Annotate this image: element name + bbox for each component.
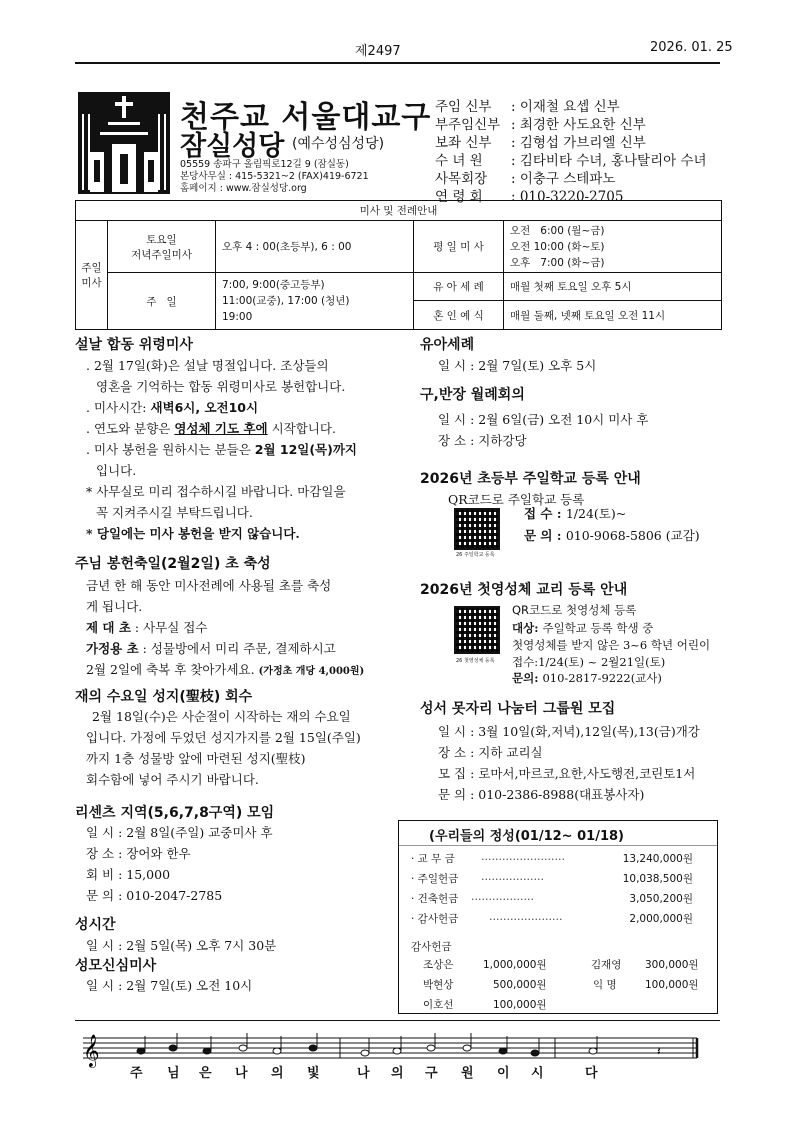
text-line: 입니다. 가정에 두었던 성지가지를 2월 15일(주일) <box>86 730 361 745</box>
lyric-syllable: 님 <box>167 1066 182 1081</box>
text-line: 가정용 초 : 성물방에서 미리 주문, 결제하시고 <box>86 641 336 656</box>
text-line: 2월 18일(수)은 사순절이 시작하는 재의 수요일 <box>92 709 351 724</box>
svg-text:𝄞: 𝄞 <box>83 1034 100 1067</box>
text-line: 일 시 : 2월 6일(금) 오전 10시 미사 후 <box>438 412 649 427</box>
sunday-mass-label: 주일 미사 <box>76 221 108 329</box>
weekday-mass-label: 평 일 미 사 <box>414 221 504 273</box>
staff-row: 보좌 신부 : 김형섭 가브리엘 신부 <box>435 135 646 151</box>
text-line: 입니다. <box>96 463 137 478</box>
text-line: 영혼을 기억하는 합동 위령미사로 봉헌합니다. <box>96 379 346 394</box>
qr-code-icon[interactable] <box>454 508 500 550</box>
text-line: 일 시 : 2월 7일(토) 오전 10시 <box>86 978 253 993</box>
infant-baptism-value: 매월 첫째 토요일 오후 5시 <box>504 273 721 301</box>
marian-mass-title: 성모신심미사 <box>75 958 157 974</box>
lyric-syllable: 이 <box>497 1066 512 1081</box>
offering-amount: 2,000,000원 <box>629 913 693 925</box>
text-line: . 미사 봉헌을 원하시는 분들은 2월 12일(목)까지 <box>86 442 357 457</box>
bible-group-title: 성서 못자리 나눔터 그룹원 모집 <box>420 701 616 717</box>
text-line: 일 시 : 3월 10일(화,저녁),12일(목),13(금)개강 <box>438 724 700 739</box>
offering-dots: ……………… <box>481 871 544 883</box>
sunday-time-line: 19:00 <box>222 311 253 323</box>
text-line: 일 시 : 2월 8일(주일) 교중미사 후 <box>86 825 273 840</box>
text-line: * 당일에는 미사 봉헌을 받지 않습니다. <box>86 526 300 541</box>
text-line: 꼭 지켜주시길 부탁드립니다. <box>96 505 253 520</box>
lyric-syllable: 다 <box>585 1066 600 1081</box>
text-line: * 사무실로 미리 접수하시길 바랍니다. 마감일을 <box>86 484 346 499</box>
qr-caption: 26 첫영성체 등록 <box>456 658 495 664</box>
wedding-value: 매월 둘째, 넷째 토요일 오전 11시 <box>510 309 666 322</box>
donor-amount: 1,000,000원 <box>483 959 547 971</box>
ash-wednesday-title: 재의 수요일 성지(聖枝) 회수 <box>75 689 253 705</box>
donor-amount: 100,000원 <box>645 979 699 991</box>
staff-row: 주임 신부 : 이재철 요셉 신부 <box>435 99 620 115</box>
text-line: . 미사시간: 새벽6시, 오전10시 <box>86 400 259 415</box>
text-line: 문 의 : 010-2047-2785 <box>86 888 223 903</box>
candlemas-title: 주님 봉헌축일(2월2일) 초 축성 <box>75 556 271 572</box>
donor-amount: 500,000원 <box>493 979 547 991</box>
donor-name: 이호선 <box>423 999 454 1011</box>
saturday-mass-times: 오후 4 : 00(초등부), 6 : 00 <box>216 221 414 273</box>
donor-name: 조상은 <box>423 959 454 971</box>
offering-box <box>398 820 718 1014</box>
text-line: 장 소 : 장어와 한우 <box>86 846 191 861</box>
text-line: 제 대 초 : 사무실 접수 <box>86 620 208 635</box>
offering-label: · 주일헌금 <box>411 873 459 885</box>
text-line: 회 비 : 15,000 <box>86 867 171 882</box>
issue-number: 제2497 <box>355 44 401 59</box>
offering-amount: 10,038,500원 <box>622 873 693 885</box>
sunday-label: 주 일 <box>108 273 216 329</box>
thanks-offering-label: 감사헌금 <box>411 941 452 953</box>
qr-code-icon[interactable] <box>454 606 500 654</box>
mass-schedule-table <box>75 200 722 330</box>
holy-hour-title: 성시간 <box>75 917 116 933</box>
weekday-time-line: 오후 7:00 (화~금) <box>510 256 605 269</box>
staff-row: 부주임신부 : 최경한 사도요한 신부 <box>435 117 646 133</box>
diocese-title: 천주교 서울대교구 <box>180 100 432 135</box>
text-line: . 연도와 분향은 영성체 기도 후에 시작합니다. <box>86 421 336 436</box>
infant-baptism-title: 유아세례 <box>420 337 475 353</box>
text-line: 대상: 주일학교 등록 학생 중 <box>512 621 654 635</box>
weekday-time-line: 오전 6:00 (월~금) <box>510 224 605 237</box>
text-line: 회수함에 넣어 주시기 바랍니다. <box>86 772 259 787</box>
lyric-syllable: 빛 <box>307 1066 322 1081</box>
offering-title: (우리들의 정성(01/12~ 01/18) <box>429 829 624 844</box>
text-line: 게 됩니다. <box>86 599 143 614</box>
wedding-label: 혼 인 예 식 <box>414 301 504 329</box>
staff-row: 수 녀 원 : 김타비타 수녀, 홍나탈리아 수녀 <box>435 153 707 169</box>
qr-caption: 26 주일학교 등록 <box>456 552 495 558</box>
address: 05559 송파구 올림픽로12길 9 (잠실동) <box>180 159 349 170</box>
offering-label: · 건축헌금 <box>411 893 459 905</box>
lyric-syllable: 의 <box>391 1066 406 1081</box>
offering-amount: 3,050,200원 <box>629 893 693 905</box>
lunar-new-year-mass-title: 설날 합동 위령미사 <box>75 337 193 353</box>
staff-row: 사목회장 : 이충구 스테파노 <box>435 171 616 187</box>
first-communion-registration-title: 2026년 첫영성체 교리 등록 안내 <box>420 582 628 598</box>
top-divider <box>75 62 720 64</box>
mass-table-title: 미사 및 전례안내 <box>76 201 721 221</box>
lyric-syllable: 은 <box>199 1066 214 1081</box>
text-line: 장 소 : 지하강당 <box>438 433 527 448</box>
text-line: 접수:1/24(토) ~ 2월21일(토) <box>512 655 666 669</box>
weekday-mass-times <box>504 221 721 273</box>
offering-label: · 감사헌금 <box>411 913 459 925</box>
sunday-time-line: 7:00, 9:00(중고등부) <box>222 279 325 291</box>
text-line: 모 집 : 로마서,마르코,요한,사도행전,코린토1서 <box>438 766 696 781</box>
text-line: 첫영성체를 받지 않은 3~6 학년 어린이 <box>512 638 711 652</box>
church-name: 잠실성당 <box>180 131 285 162</box>
lyric-syllable: 나 <box>235 1066 250 1081</box>
offering-dots: ……………… <box>471 891 534 903</box>
offering-dots: ………………… <box>489 911 563 923</box>
text-line: 금년 한 해 동안 미사전례에 사용될 초를 축성 <box>86 578 332 593</box>
homepage[interactable]: 홈페이지 : www.잠실성당.org <box>180 183 307 194</box>
text-line: 장 소 : 지하 교리실 <box>438 745 543 760</box>
lyric-syllable: 주 <box>130 1066 145 1081</box>
text-line: 2월 2일에 축복 후 찾아가세요. (가정초 개당 4,000원) <box>86 662 365 677</box>
church-logo <box>78 92 170 194</box>
text-line: QR코드로 주일학교 등록 <box>448 492 585 507</box>
donor-name: 박현상 <box>423 979 454 991</box>
infant-baptism-label: 유 아 세 례 <box>414 273 504 301</box>
donor-amount: 300,000원 <box>645 959 699 971</box>
church-building-icon <box>78 92 170 194</box>
staff-row: 연 령 회 : 010-3220-2705 <box>435 189 624 205</box>
text-line: . 2월 17일(화)은 설날 명절입니다. 조상들의 <box>86 358 329 373</box>
recents-meeting-title: 리센츠 지역(5,6,7,8구역) 모임 <box>75 805 275 821</box>
church-subtitle: (예수성심성당) <box>292 136 385 152</box>
text-line: QR코드로 첫영성체 등록 <box>512 603 637 617</box>
text-line: 일 시 : 2월 5일(목) 오후 7시 30분 <box>86 938 277 953</box>
office-phone: 본당사무실 : 415-5321~2 (FAX)419-6721 <box>180 171 369 182</box>
offering-amount: 13,240,000원 <box>622 853 693 865</box>
issue-date: 2026. 01. 25 <box>650 40 733 55</box>
text-line: 문 의 : 010-2386-8988(대표봉사자) <box>438 787 645 802</box>
donor-amount: 100,000원 <box>493 999 547 1011</box>
text-line: 접 수 : 1/24(토)~ <box>524 506 627 521</box>
sunday-mass-times <box>216 273 414 329</box>
lyric-syllable: 원 <box>461 1066 476 1081</box>
lyric-syllable: 구 <box>425 1066 440 1081</box>
offering-dots: …………………… <box>481 851 565 863</box>
text-line: 까지 1층 성물방 앞에 마련된 성지(聖枝) <box>86 751 306 766</box>
weekday-time-line: 오전 10:00 (화~토) <box>510 240 605 253</box>
text-line: 문 의 : 010-9068-5806 (교감) <box>524 528 700 543</box>
lyric-syllable: 나 <box>357 1066 372 1081</box>
lyric-syllable: 시 <box>531 1066 546 1081</box>
donor-name: 김재영 <box>591 959 622 971</box>
lyric-syllable: 의 <box>271 1066 286 1081</box>
offering-divider <box>399 845 717 846</box>
text-line: 일 시 : 2월 7일(토) 오후 5시 <box>438 358 597 373</box>
svg-text:𝄽: 𝄽 <box>657 1044 661 1058</box>
sunday-school-registration-title: 2026년 초등부 주일학교 등록 안내 <box>420 471 641 487</box>
text-line: 문의: 010-2817-9222(교사) <box>512 671 662 685</box>
donor-name: 익 명 <box>593 979 617 991</box>
offering-label: · 교 무 금 <box>411 853 455 865</box>
saturday-evening-label: 토요일 저녁주일미사 <box>108 221 216 273</box>
bottom-divider <box>75 1020 720 1021</box>
sunday-time-line: 11:00(교중), 17:00 (청년) <box>222 295 350 307</box>
monthly-meeting-title: 구,반장 월례회의 <box>420 387 525 403</box>
